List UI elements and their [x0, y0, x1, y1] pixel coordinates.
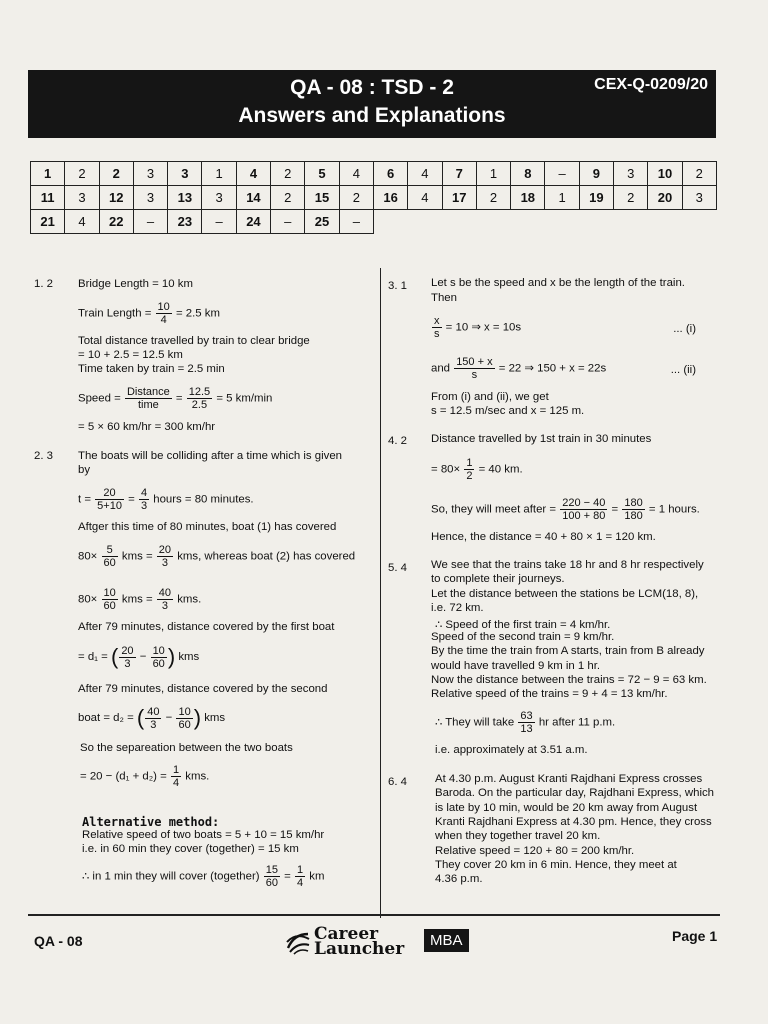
question-number-cell: 13 [168, 186, 202, 210]
q3-line: Then [431, 292, 457, 304]
q2-text: boat = d₂ = [78, 712, 134, 725]
denominator: 60 [178, 718, 191, 731]
fraction [145, 706, 161, 731]
q2-d2 [78, 705, 225, 731]
question-number-cell: 11 [31, 186, 65, 210]
numerator: 220 − 40 [562, 497, 606, 509]
answer-cell: 3 [202, 186, 236, 210]
q5-text: hr after 11 p.m. [538, 716, 616, 729]
q2-text: kms, whereas boat (2) has covered [177, 550, 356, 563]
document-code: CEX-Q-0209/20 [594, 76, 708, 93]
fraction [139, 487, 149, 512]
q6-line: is late by 10 min, would be 20 km away from August [435, 802, 698, 814]
answer-key-row [31, 186, 717, 210]
q2-text: ∴ in 1 min they will cover (together) [82, 870, 260, 883]
q3-eq1 [431, 315, 696, 340]
question-number-cell: 4 [236, 162, 270, 186]
q2-text: = 20 − (d₁ + d₂) = [80, 770, 167, 783]
numerator: 10 [103, 587, 116, 599]
mba-badge: MBA [424, 929, 469, 952]
q6-line: They cover 20 km in 6 min. Hence, they meet at [435, 859, 677, 871]
denominator: 3 [140, 500, 148, 512]
numerator: 10 [152, 644, 165, 657]
fraction [176, 706, 192, 731]
question-number-cell: 17 [442, 186, 476, 210]
numerator: 1 [296, 864, 304, 876]
q2-boat1 [78, 544, 355, 569]
denominator: 3 [124, 657, 131, 670]
question-number-cell: 8 [511, 162, 545, 186]
fraction [102, 544, 118, 569]
q5-text: ∴ They will take [435, 716, 515, 729]
q5-line: would have travelled 9 km in 1 hr. [431, 660, 601, 672]
q2-text: kms = [121, 550, 153, 563]
answer-cell: – [202, 210, 236, 234]
question-number-cell: 22 [99, 210, 133, 234]
q4-text: = 40 km. [478, 463, 523, 476]
swirl-logo-icon [284, 928, 312, 956]
denominator: 60 [103, 600, 116, 612]
fraction [95, 487, 124, 512]
question-number-cell: 9 [579, 162, 613, 186]
answer-cell: 4 [408, 162, 442, 186]
question-number-cell: 15 [305, 186, 339, 210]
numerator: 1 [172, 764, 180, 776]
numerator: 63 [520, 710, 533, 722]
question-number-cell: 25 [305, 210, 339, 234]
denominator: 3 [150, 718, 157, 731]
answer-cell: 1 [202, 162, 236, 186]
q2-line: by [78, 464, 91, 476]
q2-time [78, 487, 254, 512]
q2-line: After 79 minutes, distance covered by the first boat [78, 621, 335, 633]
denominator: 180 [624, 510, 643, 522]
q4-number: 4. 2 [388, 435, 407, 447]
brand-name-line1: Career [314, 924, 379, 944]
fraction [157, 544, 173, 569]
question-number-cell: 21 [31, 210, 65, 234]
answer-cell: 1 [476, 162, 510, 186]
q1-number: 1. 2 [34, 278, 53, 290]
q2-text: − [139, 651, 147, 664]
q3-line: s = 12.5 m/sec and x = 125 m. [431, 405, 585, 417]
fraction [187, 386, 212, 411]
column-divider [380, 268, 381, 918]
denominator: 13 [520, 723, 533, 735]
answer-cell: 3 [614, 162, 648, 186]
footer-test-code: QA - 08 [34, 933, 83, 949]
q1-text: Speed = [78, 392, 121, 405]
footer-rule [28, 914, 720, 916]
q2-number: 2. 3 [34, 450, 53, 462]
q4-meet-time [431, 497, 700, 522]
numerator: 10 [178, 705, 191, 718]
answer-key-table [30, 161, 717, 234]
q2-text: = d₁ = [78, 651, 108, 664]
numerator: 1 [466, 457, 473, 469]
answer-cell: 2 [271, 186, 305, 210]
q2-separation [80, 764, 209, 789]
denominator: 5+10 [97, 500, 122, 512]
q5-line: Speed of the second train = 9 km/hr. [431, 631, 615, 643]
answer-cell: – [545, 162, 579, 186]
q2-per-minute [82, 864, 324, 889]
denominator: 3 [161, 557, 168, 569]
page-subtitle: Answers and Explanations [238, 104, 506, 127]
q2-text: 80× [78, 593, 98, 606]
fraction [156, 301, 172, 326]
title-banner [28, 70, 716, 138]
answer-cell: 2 [339, 186, 373, 210]
q2-text: kms. [185, 770, 210, 783]
question-number-cell: 24 [236, 210, 270, 234]
q5-number: 5. 4 [388, 562, 407, 574]
q1-train-length [78, 301, 220, 326]
denominator: 2.5 [191, 399, 208, 411]
numerator: x [434, 315, 440, 327]
q5-line: Let the distance between the stations be LCM(18, 8), [431, 588, 699, 600]
denominator: 4 [296, 877, 304, 889]
paren-open: ( [110, 644, 119, 669]
numerator: 5 [102, 544, 118, 557]
numerator: 12.5 [188, 386, 211, 398]
question-number-cell: 20 [648, 186, 682, 210]
question-number-cell: 12 [99, 186, 133, 210]
q6-line: 4.36 p.m. [435, 873, 483, 885]
q3-line: Let s be the speed and x be the length of the train. [431, 277, 685, 289]
q6-line: At 4.30 p.m. August Kranti Rajdhani Express crosses [435, 773, 703, 785]
numerator: 10 [157, 301, 170, 313]
q3-line: From (i) and (ii), we get [431, 391, 549, 403]
denominator: 100 + 80 [562, 510, 606, 522]
q5-line: Relative speed of the trains = 9 + 4 = 13 km/hr. [431, 688, 668, 700]
denominator: 4 [160, 314, 167, 326]
q2-text: = [128, 493, 135, 506]
answer-cell: – [133, 210, 167, 234]
q5-line: i.e. approximately at 3.51 a.m. [435, 744, 588, 756]
q2-text: kms [204, 712, 226, 725]
page-number: Page 1 [672, 928, 718, 944]
q2-boat2 [78, 587, 201, 612]
numerator: 20 [95, 487, 124, 500]
numerator: 20 [121, 644, 134, 657]
answer-cell: 1 [545, 186, 579, 210]
q2-text: − [165, 712, 173, 725]
career-launcher-logo [284, 924, 484, 964]
numerator: 4 [140, 487, 148, 499]
fraction [622, 497, 644, 522]
question-number-cell: 2 [99, 162, 133, 186]
q2-text: hours = 80 minutes. [153, 493, 254, 506]
q1-text: = 2.5 km [175, 307, 220, 320]
answer-cell: 3 [133, 162, 167, 186]
question-number-cell: 7 [442, 162, 476, 186]
fraction [102, 587, 118, 612]
answer-key-row [31, 162, 717, 186]
q5-line: i.e. 72 km. [431, 602, 484, 614]
q4-first-distance [431, 457, 523, 482]
answer-cell: 3 [65, 186, 99, 210]
question-number-cell: 19 [579, 186, 613, 210]
numerator: 180 [624, 497, 643, 509]
fraction [464, 457, 474, 482]
q2-text: kms [178, 651, 200, 664]
question-number-cell: 3 [168, 162, 202, 186]
q4-text: = 80× [431, 463, 461, 476]
question-number-cell: 5 [305, 162, 339, 186]
q2-text: kms = [121, 593, 153, 606]
q5-line: We see that the trains take 18 hr and 8 hr respectively [431, 559, 704, 571]
question-number-cell: 1 [31, 162, 65, 186]
q6-line: Relative speed = 120 + 80 = 200 km/hr. [435, 845, 635, 857]
fraction [157, 587, 173, 612]
q5-line: By the time the train from A starts, train from B already [431, 645, 705, 657]
q1-text: = [175, 392, 183, 405]
denominator: s [471, 369, 478, 381]
numerator: 20 [158, 544, 172, 556]
answer-cell: 2 [614, 186, 648, 210]
fraction [264, 864, 280, 889]
q4-text: = 1 hours. [648, 503, 700, 516]
q2-line: i.e. in 60 min they cover (together) = 15 km [82, 843, 299, 855]
answer-cell: 2 [271, 162, 305, 186]
denominator: s [434, 328, 440, 340]
q3-eq2 [431, 356, 696, 381]
q2-d1 [78, 644, 199, 670]
fraction [432, 315, 442, 340]
answer-cell: 4 [65, 210, 99, 234]
alternative-method-heading: Alternative method: [82, 815, 220, 829]
fraction [151, 645, 167, 670]
denominator: time [137, 399, 159, 411]
answer-key-row [31, 210, 717, 234]
answer-cell: 3 [133, 186, 167, 210]
q2-text: km [309, 870, 325, 883]
denominator: 4 [172, 777, 180, 789]
answer-cell: 4 [408, 186, 442, 210]
question-number-cell: 18 [511, 186, 545, 210]
paren-close: ) [193, 705, 202, 730]
q1-speed [78, 386, 272, 411]
fraction [295, 864, 305, 889]
paren-open: ( [136, 705, 145, 730]
denominator: 60 [265, 877, 278, 889]
question-number-cell: 14 [236, 186, 270, 210]
answer-cell: 3 [682, 186, 716, 210]
q5-line: Now the distance between the trains = 72 − 9 = 63 km. [431, 674, 707, 686]
numerator: Distance [126, 386, 170, 398]
numerator: 40 [147, 705, 160, 718]
q2-line: So the separeation between the two boats [80, 742, 293, 754]
fraction [518, 710, 534, 735]
q2-text: 80× [78, 550, 98, 563]
equation-tag: ... (ii) [670, 364, 696, 376]
fraction [560, 497, 607, 522]
q1-line: Time taken by train = 2.5 min [78, 363, 225, 375]
denominator: 3 [161, 600, 168, 612]
q1-line: = 5 × 60 km/hr = 300 km/hr [78, 421, 216, 433]
q6-line: when they together travel 20 km. [435, 830, 601, 842]
question-number-cell: 23 [168, 210, 202, 234]
q3-text: and [431, 362, 451, 375]
q1-text: Train Length = [78, 307, 152, 320]
q1-text: = 5 km/min [216, 392, 273, 405]
numerator: 150 + x [456, 356, 493, 368]
numerator: 15 [265, 864, 278, 876]
fraction [171, 764, 181, 789]
answer-cell: 2 [476, 186, 510, 210]
q1-line: = 10 + 2.5 = 12.5 km [78, 349, 183, 361]
fraction [119, 645, 135, 670]
question-number-cell: 16 [373, 186, 407, 210]
q5-line: ∴ Speed of the first train = 4 km/hr. [435, 619, 611, 631]
q2-line: Aftger this time of 80 minutes, boat (1) has covered [78, 521, 337, 533]
fraction [125, 386, 172, 411]
question-number-cell: 6 [373, 162, 407, 186]
fraction [454, 356, 494, 381]
answer-cell: – [271, 210, 305, 234]
question-number-cell: 10 [648, 162, 682, 186]
q2-text: = [284, 870, 291, 883]
q6-line: Baroda. On the particular day, Rajdhani Express, which [435, 787, 715, 799]
q3-number: 3. 1 [388, 280, 407, 292]
q3-text: = 10 ⇒ x = 10s [445, 321, 522, 334]
q1-line: Total distance travelled by train to clear bridge [78, 335, 310, 347]
paren-close: ) [167, 644, 176, 669]
q1-line: Bridge Length = 10 km [78, 278, 193, 290]
q2-line: The boats will be colliding after a time which is given [78, 450, 343, 462]
q3-text: = 22 ⇒ 150 + x = 22s [498, 362, 607, 375]
answer-cell: 2 [682, 162, 716, 186]
q5-take [435, 710, 615, 735]
brand-name-line2: Launcher [314, 939, 405, 959]
q6-line: Kranti Rajdhani Express at 4.30 pm. Hence, they cross [435, 816, 712, 828]
q4-line: Hence, the distance = 40 + 80 × 1 = 120 km. [431, 531, 656, 543]
q2-text: kms. [177, 593, 202, 606]
answer-cell: 4 [339, 162, 373, 186]
numerator: 40 [158, 587, 172, 599]
q4-text: = [611, 503, 619, 516]
q6-number: 6. 4 [388, 776, 407, 788]
denominator: 2 [466, 470, 473, 482]
q4-text: So, they will meet after = [431, 503, 557, 516]
q5-line: to complete their journeys. [431, 573, 565, 585]
equation-tag: ... (i) [673, 323, 696, 335]
denominator: 60 [152, 657, 165, 670]
answer-cell: – [339, 210, 373, 234]
q2-text: t = [78, 493, 91, 506]
denominator: 60 [103, 557, 116, 569]
q4-line: Distance travelled by 1st train in 30 minutes [431, 433, 652, 445]
q2-line: Relative speed of two boats = 5 + 10 = 15 km/hr [82, 829, 325, 841]
page-title: QA - 08 : TSD - 2 [290, 76, 454, 99]
answer-cell: 2 [65, 162, 99, 186]
q2-line: After 79 minutes, distance covered by the second [78, 683, 328, 695]
